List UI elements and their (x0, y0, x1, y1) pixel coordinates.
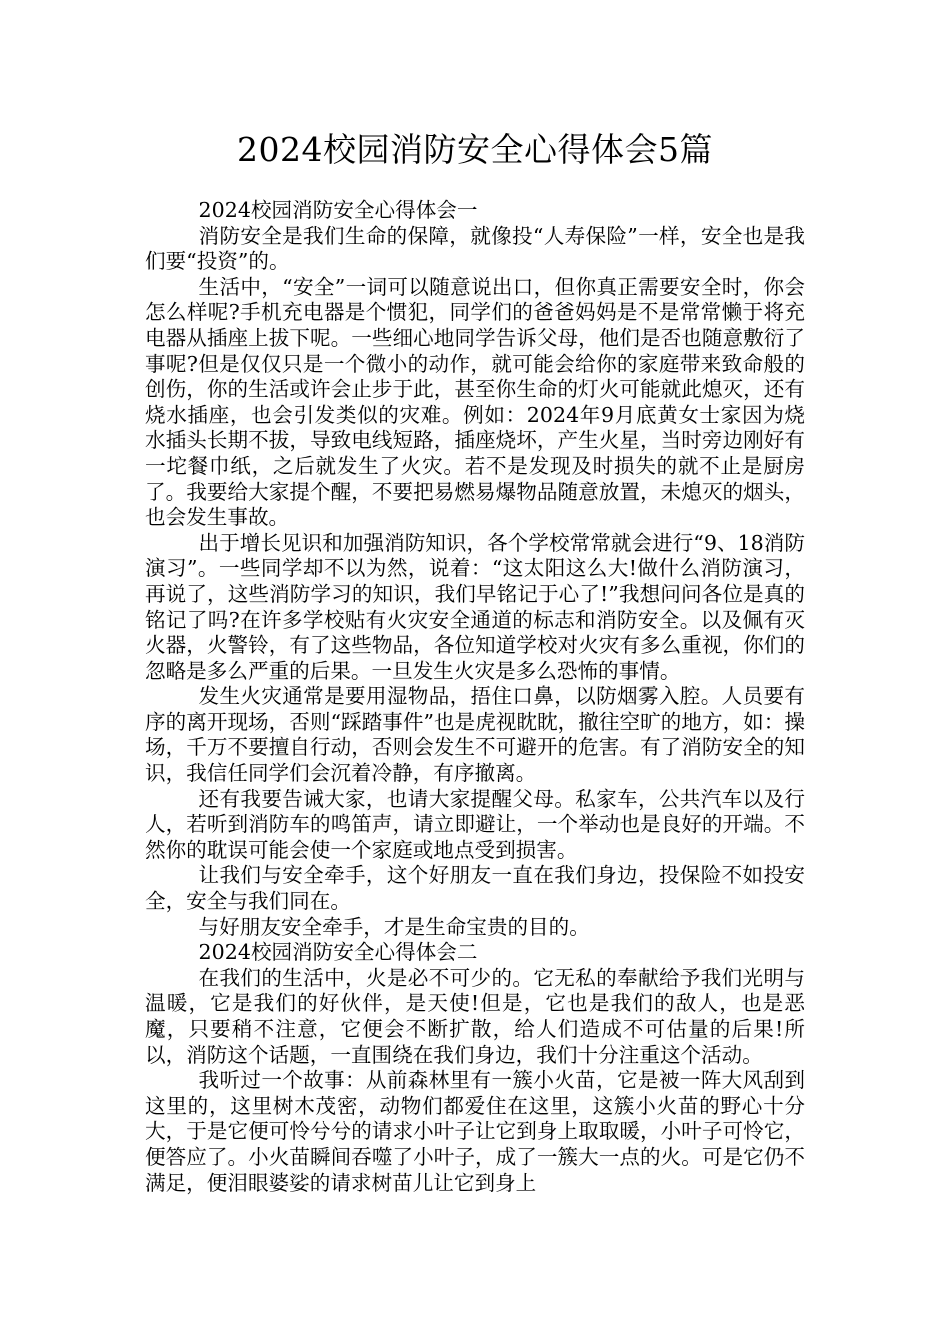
paragraph: 发生火灾通常是要用湿物品，捂住口鼻，以防烟雾入腔。人员要有序的离开现场，否则“踩踏事件”也是虎视眈眈，撤往空旷的地方，如：操场，千万不要擅自行动，否则会发生不可避开的危害。有了消防安全的知识，我信任同学们会沉着冷静，有序撤离。 (145, 684, 805, 786)
paragraph: 与好朋友安全牵手，才是生命宝贵的目的。 (198, 914, 590, 939)
document-title: 2024校园消防安全心得体会5篇 (237, 130, 713, 169)
paragraph: 生活中，“安全”一词可以随意说出口，但你真正需要安全时，你会怎么样呢?手机充电器是个惯犯，同学们的爸爸妈妈是不是常常懒于将充电器从插座上拔下呢。一些细心地同学告诉父母，他们是否也随意敷衍了事呢?但是仅仅只是一个微小的动作，就可能会给你的家庭带来致命般的创伤，你的生活或许会止步于此，甚至你生命的灯火可能就此熄灭，还有烧水插座，也会引发类似的灾难。例如：2024年9月底黄女士家因为烧水插头长期不拔，导致电线短路，插座烧坏，产生火星，当时旁边刚好有一坨餐巾纸，之后就发生了火灾。若不是发现及时损失的就不止是厨房了。我要给大家提个醒，不要把易燃易爆物品随意放置，未熄灭的烟头，也会发生事故。 (145, 274, 805, 530)
paragraph: 消防安全是我们生命的保障，就像投“人寿保险”一样，安全也是我们要“投资”的。 (145, 223, 805, 274)
paragraph: 在我们的生活中，火是必不可少的。它无私的奉献给予我们光明与温暖，它是我们的好伙伴，是天使!但是，它也是我们的敌人，也是恶魔，只要稍不注意，它便会不断扩散，给人们造成不可估量的后果!所以，消防这个话题，一直围绕在我们身边，我们十分注重这个活动。 (145, 965, 805, 1067)
paragraph: 出于增长见识和加强消防知识，各个学校常常就会进行“9、18消防演习”。一些同学却不以为然，说着：“这太阳这么大!做什么消防演习，再说了，这些消防学习的知识，我们早铭记于心了!”我想问问各位是真的铭记了吗?在许多学校贴有火灾安全通道的标志和消防安全。以及佩有灭火器，火警铃，有了这些物品，各位知道学校对火灾有多么重视，你们的忽略是多么严重的后果。一旦发生火灾是多么恐怖的事情。 (145, 530, 805, 683)
paragraph: 我听过一个故事：从前森林里有一簇小火苗，它是被一阵大风刮到这里的，这里树木茂密，动物们都爱住在这里，这簇小火苗的野心十分大，于是它便可怜兮兮的请求小叶子让它到身上取取暖，小叶子可怜它，便答应了。小火苗瞬间吞噬了小叶子，成了一簇大一点的火。可是它仍不满足，便泪眼婆娑的请求树苗儿让它到身上 (145, 1068, 805, 1195)
section-heading-2: 2024校园消防安全心得体会二 (198, 940, 478, 965)
paragraph: 还有我要告诫大家，也请大家提醒父母。私家车，公共汽车以及行人，若听到消防车的鸣笛声，请立即避让，一个举动也是良好的开端。不然你的耽误可能会使一个家庭或地点受到损害。 (145, 786, 805, 862)
document-body (145, 198, 805, 1196)
paragraph: 让我们与安全牵手，这个好朋友一直在我们身边，投保险不如投安全，安全与我们同在。 (145, 863, 805, 914)
section-heading-1: 2024校园消防安全心得体会一 (198, 198, 478, 222)
